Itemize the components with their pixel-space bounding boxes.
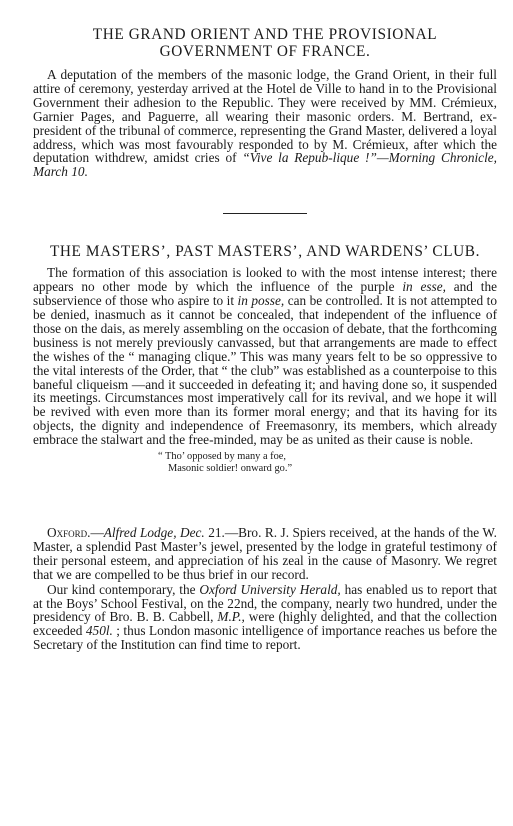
title-line-1: THE GRAND ORIENT AND THE PROVISIONAL	[92, 26, 438, 43]
verse-line-2: Masonic soldier! onward go.”	[168, 463, 293, 475]
section-title-grand-orient	[33, 26, 497, 43]
club-text-a: The formation of this association is looked to with the most intense interest; there appears no other mode by which the influence of the purple	[33, 265, 497, 295]
source-citation: —Morning Chronicle, March 10.	[33, 150, 497, 180]
herald-mp: M.P.,	[217, 609, 245, 625]
verse-line-1: “ Tho’ opposed by many a foe,	[158, 451, 287, 463]
club-text-c: can be controlled. It is not attempted to be denied, inasmuch as it cannot be concealed, that independent of the influence of those on the dais, as merely assembling on the occasion of debate, that the forthcoming business is not merely previously canvassed, but that arrangements are made to effect the wishes of the “ managing clique.” This was many years felt to be so oppressive to the vital interests of the Order, that “ the club” was established as a counterpoise to this baneful cliqueism —and it succeeded in defeating it; and having done so, it suspended its meetings. Circumstances most imperatively call for its revival, and we hope it will be revived with even more than its former moral energy; and that its having for its objects, the dignity and independence of Freemasonry, its members, which already embrace the stalwart and the free-minded, may be as united as their cause is noble.	[33, 293, 497, 448]
title-line-2: GOVERNMENT OF FRANCE.	[159, 43, 371, 60]
grand-orient-body: A deputation of the members of the masonic lodge, the Grand Orient, in their full attire of ceremony, yesterday arrived at the Hotel de Ville to hand in to the Provisional Government their adhesion to the Republic. They were received by MM. Crémieux, Garnier Pages, and Paguerre, all wearing their masonic orders. M. Bertrand, ex-president of the tribunal of commerce, representing the Grand Master, delivered a loyal address, which was most favourably responded to by M. Crémieux, after which the deputation withdrew, amidst cries of	[33, 67, 497, 166]
document-page	[33, 26, 497, 652]
masters-club-paragraph	[33, 266, 497, 447]
club-text-in-posse: in posse,	[237, 293, 285, 309]
club-text-in-esse: in esse,	[402, 279, 446, 295]
section-divider	[223, 213, 307, 214]
herald-text-b: has enabled us to report that at the Boys’ School Festival, on the 22nd, the company, nearly two hundred, under the presidency of Bro. B. B. Cabbell,	[33, 581, 497, 625]
oxford-dash: —	[90, 525, 104, 541]
oxford-place: Oxford.	[47, 525, 91, 541]
oxford-paragraph	[33, 526, 497, 582]
club-text-b: and the subservience of those who aspire to it	[33, 279, 497, 309]
section-title-masters-club: THE MASTERS’, PAST MASTERS’, AND WARDENS’ CLUB.	[49, 243, 481, 261]
herald-amount: 450l.	[85, 623, 113, 639]
grand-orient-paragraph	[33, 68, 497, 179]
herald-paper-name: Oxford University Herald,	[199, 581, 341, 597]
herald-text-d: ; thus London masonic intelligence of importance reaches us before the Secretary of the Institution can find time to report.	[33, 623, 497, 653]
vive-la-republique-quote: “Vive la Repub-lique !”	[242, 150, 377, 166]
herald-text-c: were (highly delighted, and that the collection exceeded	[33, 609, 497, 639]
oxford-text: 21.—Bro. R. J. Spiers received, at the hands of the W. Master, a splendid Past Master’s jewel, presented by the lodge in grateful testimony of their personal esteem, and appreciation of his zeal in the cause of Masonry. We regret that we are compelled to be thus brief in our record.	[33, 525, 498, 582]
section-title-grand-orient-line2	[33, 43, 497, 60]
verse-quote	[158, 451, 497, 475]
alfred-lodge-date: Alfred Lodge, Dec.	[103, 525, 205, 541]
herald-paragraph	[33, 583, 497, 653]
herald-text-a: Our kind contemporary, the	[47, 581, 200, 597]
